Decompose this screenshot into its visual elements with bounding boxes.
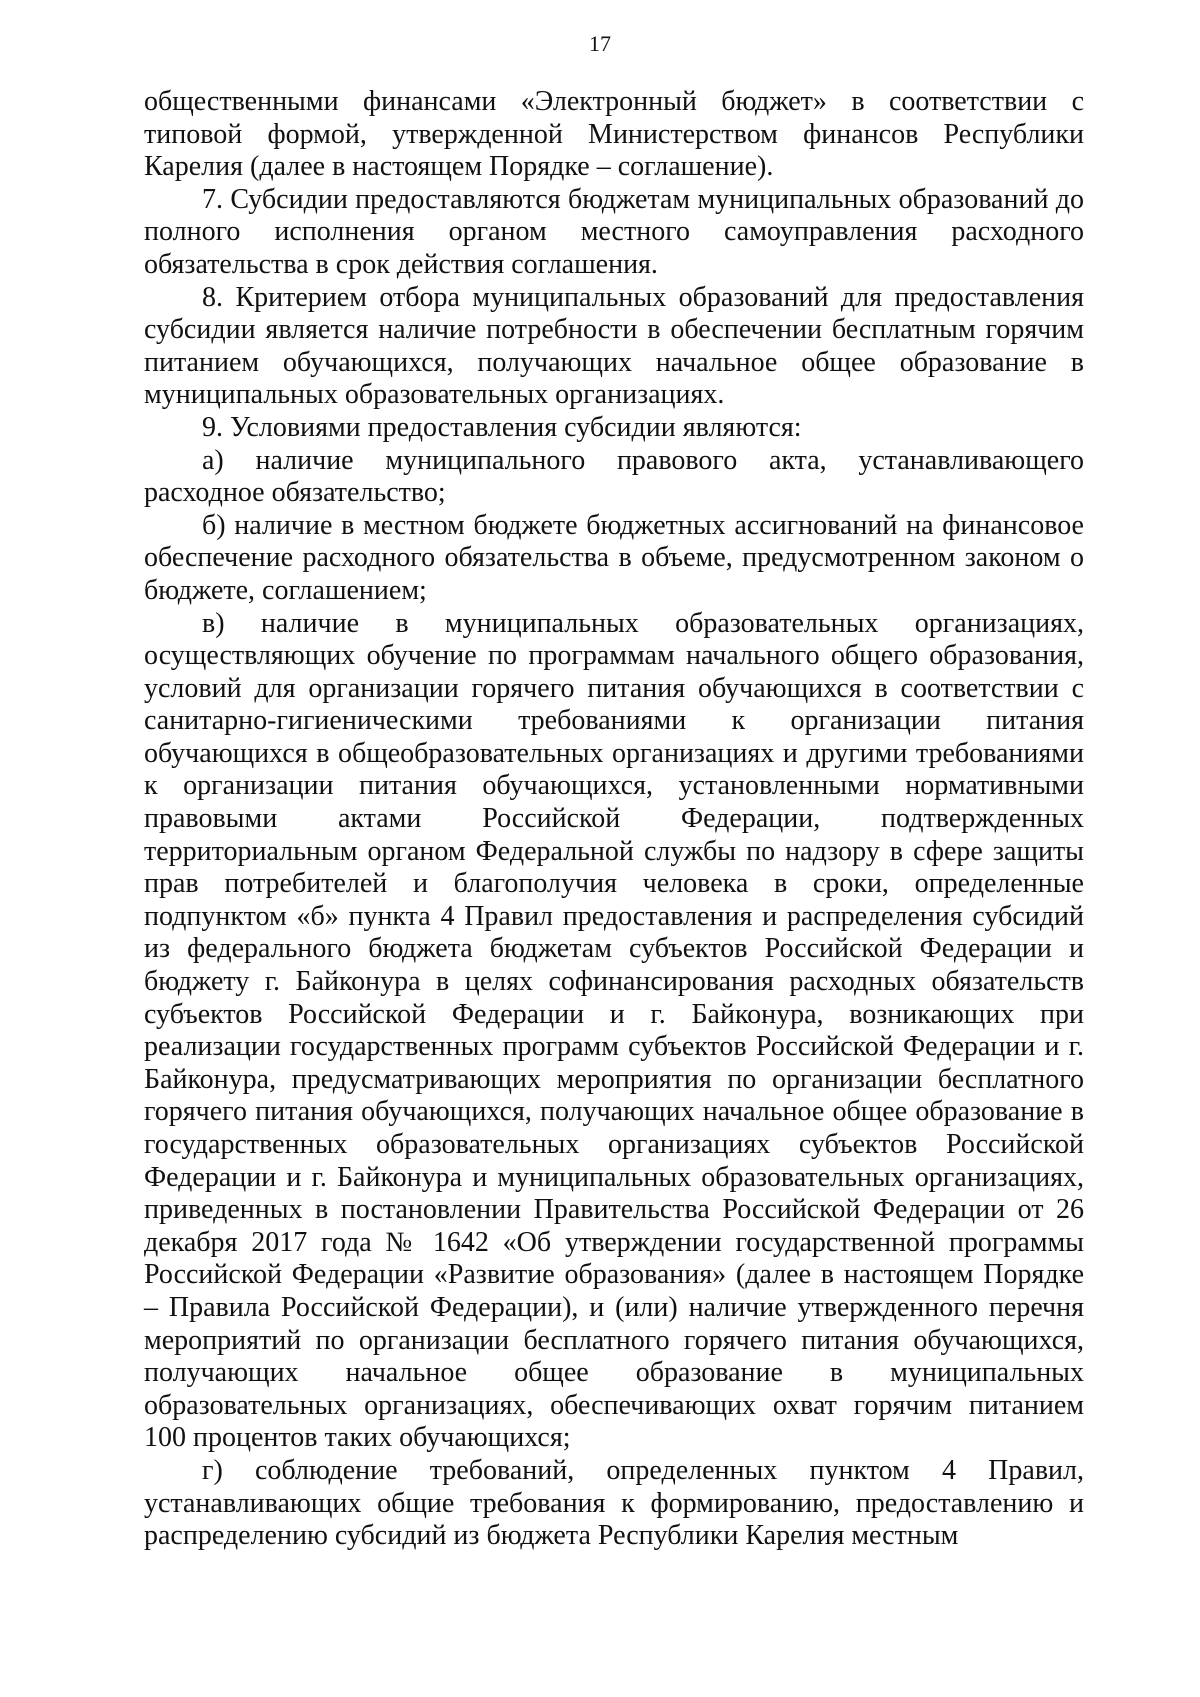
document-body <box>144 86 1084 1553</box>
subparagraph-g: г) соблюдение требований, определенных пунктом 4 Правил, устанавливающих общие требования к формированию, предоставлению и распределению субсидий из бюджета Республики Карелия местным <box>144 1454 1084 1552</box>
subparagraph-a: а) наличие муниципального правового акта, устанавливающего расходное обязательство; <box>144 444 1084 509</box>
paragraph-item-8: 8. Критерием отбора муниципальных образований для предоставления субсидии является наличие потребности в обеспечении бесплатным горячим питанием обучающихся, получающих начальное общее образование в муниципальных образовательных организациях. <box>144 281 1084 411</box>
subparagraph-b: б) наличие в местном бюджете бюджетных ассигнований на финансовое обеспечение расходного обязательства в объеме, предусмотренном законом о бюджете, соглашением; <box>144 509 1084 606</box>
page-number: 17 <box>589 31 611 56</box>
paragraph-item-9: 9. Условиями предоставления субсидии являются: <box>202 411 802 443</box>
subparagraph-v: в) наличие в муниципальных образовательных организациях, осуществляющих обучение по программам начального общего образования, условий для организации горячего питания обучающихся в соответствии с санитарно-гигиеническими требованиями к организации питания обучающихся в общеобразовательных организациях и другими требованиями к организации питания обучающихся, установленными нормативными правовыми актами Российской Федерации, подтвержденных территориальным органом Федеральной службы по надзору в сфере защиты прав потребителей и благополучия человека в сроки, определенные подпунктом «б» пункта 4 Правил предоставления и распределения субсидий из федерального бюджета бюджетам субъектов Российской Федерации и бюджету г. Байконура в целях софинансирования расходных обязательств субъектов Российской Федерации и г. Байконура, возникающих при реализации государственных программ субъектов Российской Федерации и г. Байконура, предусматривающих мероприятия по организации бесплатного горячего питания обучающихся, получающих начальное общее образование в государственных образовательных организациях субъектов Российской Федерации и г. Байконура и муниципальных образовательных организациях, приведенных в постановлении Правительства Российской Федерации от 26 декабря 2017 года № 1642 «Об утверждении государственной программы Российской Федерации «Развитие образования» (далее в настоящем Порядке – Правила Российской Федерации), и (или) наличие утвержденного перечня мероприятий по организации бесплатного горячего питания обучающихся, получающих начальное общее образование в муниципальных образовательных организациях, обеспечивающих охват горячим питанием 100 процентов таких обучающихся; <box>144 607 1084 1454</box>
paragraph-item-7: 7. Субсидии предоставляются бюджетам муниципальных образований до полного исполнения органом местного самоуправления расходного обязательства в срок действия соглашения. <box>144 183 1084 280</box>
paragraph-continuation: общественными финансами «Электронный бюджет» в соответствии с типовой формой, утвержденной Министерством финансов Республики Карелия (далее в настоящем Порядке – соглашение). <box>144 86 1084 183</box>
